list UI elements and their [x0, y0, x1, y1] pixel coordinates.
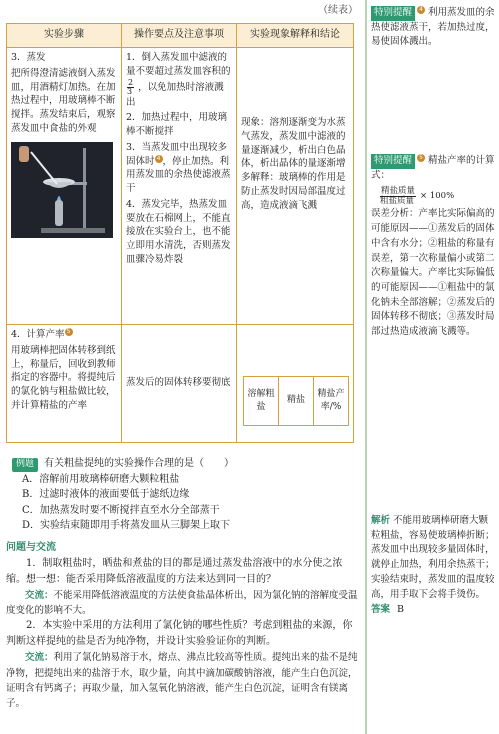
answer — [371, 603, 497, 618]
point-4: 4．蒸发完毕，热蒸发皿要放在石棉网上，不能直接放在实验台上，也不能立即用水清洗，否则蒸发皿骤冷易炸裂 — [126, 198, 231, 265]
option-c: C．加热蒸发时要不断搅拌直至水分全部蒸干 — [22, 504, 220, 516]
point-3-after: ，停止加热。利用蒸发皿的余热使滤液蒸干 — [126, 155, 231, 195]
note-badge-icon: 4 — [417, 6, 425, 14]
tip-2-text: 精盐产率的计算式： — [371, 155, 495, 181]
note-badge-icon: 4 — [155, 155, 163, 163]
note-badge-icon: 5 — [65, 328, 73, 336]
point-3-before: 3．当蒸发皿中出现较多固体时 — [126, 141, 228, 167]
table-header — [7, 24, 353, 48]
sidebar-divider — [365, 0, 367, 734]
continued-label: （续表） — [318, 5, 358, 16]
tip-1 — [371, 6, 497, 50]
tip-label: 特别提醒 — [371, 154, 415, 169]
header-result: 实验现象解释和结论 — [250, 29, 340, 41]
tip-label: 特别提醒 — [371, 6, 415, 21]
mini-cell: 精盐产率/% — [314, 377, 349, 426]
step-yield-title — [11, 328, 117, 342]
evaporation-apparatus-illustration — [11, 142, 113, 238]
result-text: 现象：溶剂逐渐变为水蒸气蒸发，蒸发皿中滤液的量逐渐减少，析出白色晶体，析出晶体的量逐渐增多解释：玻璃棒的作用是防止蒸发时因局部温度过高，造成液滴飞溅 — [241, 117, 346, 211]
header-step: 实验步骤 — [7, 24, 122, 47]
answer-1-text: 不能采用降低溶液温度的方法使食盐晶体析出，因为氯化钠的溶解度受温度变化的影响不大。 — [6, 590, 358, 617]
points-yield — [122, 325, 237, 442]
fraction-denominator: 3 — [127, 86, 133, 96]
yield-record-table — [243, 376, 349, 426]
table-row-yield — [7, 325, 353, 442]
fraction — [127, 79, 134, 96]
analysis-label: 解析 — [371, 515, 391, 526]
answer-label: 答案 — [371, 604, 391, 616]
answer-2-text: 利用了氯化钠易溶于水，熔点、沸点比较高等性质。提纯出来的盐不是纯净物，把提纯出来的盐溶于水，取少量，向其中滴加碳酸钠溶液，能产生白色沉淀，证明含有钙离子；再取少量，加入氢氧化钠溶液，能产生白色沉淀，证明含有镁离子。 — [6, 652, 358, 709]
answer-value: B — [397, 604, 405, 616]
answer-1-label: 交流： — [25, 590, 54, 601]
point-2: 2．加热过程中，用玻璃棒不断搅拌 — [126, 112, 228, 138]
note-badge-icon: 5 — [417, 154, 425, 162]
result-evaporation — [237, 48, 353, 324]
step-yield — [7, 325, 122, 442]
fraction-numerator: 2 — [128, 77, 134, 87]
table-row-evaporation — [7, 48, 353, 325]
question-2: 2．本实验中采用的方法利用了氯化钠的哪些性质？考虑到粗盐的来源，你判断这样提纯的盐是否为纯净物，并设计实验验证你的判断。 — [6, 620, 353, 648]
point-1-after: ，以免加热时溶液溅出 — [126, 81, 224, 108]
qa-section — [6, 556, 360, 711]
answer-2-label: 交流： — [25, 652, 54, 664]
sidebar — [365, 0, 499, 734]
tip-1-text: 利用蒸发皿的余热使滤液蒸干，若加热过度，易使固体溅出。 — [371, 7, 495, 48]
example-question-text: 有关粗盐提纯的实验操作合理的是（ ） — [44, 458, 235, 469]
analysis — [371, 514, 497, 618]
section-title: 问题与交流 — [6, 542, 56, 553]
tip-2 — [371, 154, 497, 340]
answer-2 — [6, 650, 360, 711]
step-evaporation — [7, 48, 122, 324]
formula-numerator: 精盐质量 — [381, 186, 416, 197]
result-yield — [237, 325, 353, 442]
step-title: 3．蒸发 — [11, 52, 46, 63]
formula-tail: × 100% — [420, 190, 455, 201]
tip-2-analysis: 误差分析：产率比实际偏高的可能原因——①蒸发后的固体中含有水分；②粗盐的称量有误差，第一次称量偏小或第二次称量偏大。产率比实际偏低的可能原因——①粗盐中的氯化钠未全部溶解；②蒸发后的固体转移不彻底；③蒸发时局部过热造成液滴飞溅等。 — [371, 208, 495, 338]
option-a: A．溶解前用玻璃棒研磨大颗粒粗盐 — [22, 473, 180, 485]
question-1: 1．制取粗盐时，晒盐和煮盐的目的都是通过蒸发盐溶液中的水分使之浓缩。想一想：能否采用降低溶液温度的方法来达到同一目的？ — [6, 558, 343, 585]
point-1 — [126, 51, 232, 109]
formula-denominator: 粗盐质量 — [380, 195, 415, 206]
answer-1 — [6, 588, 360, 618]
header-points: 操作要点及注意事项 — [122, 24, 237, 47]
points-evaporation — [122, 48, 237, 324]
point-1-before: 1．倒入蒸发皿中滤液的量不要超过蒸发皿容积的 — [126, 52, 231, 77]
example-stem — [12, 456, 357, 472]
experiment-table — [6, 23, 354, 443]
step-body: 把所得澄清滤液倒入蒸发皿，用酒精灯加热。在加热过程中，用玻璃棒不断搅拌。蒸发结束后，观察蒸发皿中食盐的外观 — [11, 67, 116, 134]
evaporation-photo — [11, 142, 113, 238]
mini-cell: 溶解粗盐 — [244, 377, 279, 426]
example-question — [12, 456, 357, 534]
point-3 — [126, 141, 232, 196]
mini-cell: 精盐 — [279, 377, 314, 426]
option-d: D．实验结束随即用手将蒸发皿从三脚架上取下 — [22, 520, 231, 532]
analysis-text: 不能用玻璃棒研磨大颗粒粗盐，容易使玻璃棒折断；蒸发皿中出现较多量固体时，就停止加热，利用余热蒸干；实验结束时，蒸发皿的温度较高，用手取下会将手烫伤。 — [371, 515, 495, 600]
points-yield-text: 蒸发后的固体转移要彻底 — [126, 376, 231, 388]
step-yield-title-text: 4．计算产率 — [11, 329, 65, 340]
yield-formula — [379, 187, 497, 205]
example-tag: 例题 — [12, 458, 38, 472]
formula-fraction — [380, 187, 416, 205]
step-yield-body: 用玻璃棒把固体转移到纸上，称量后，回收到教师指定的容器中。将提纯后的氯化钠与粗盐做比较，并计算精盐的产率 — [11, 344, 116, 411]
option-b: B．过滤时液体的液面要低于滤纸边缘 — [22, 489, 190, 501]
